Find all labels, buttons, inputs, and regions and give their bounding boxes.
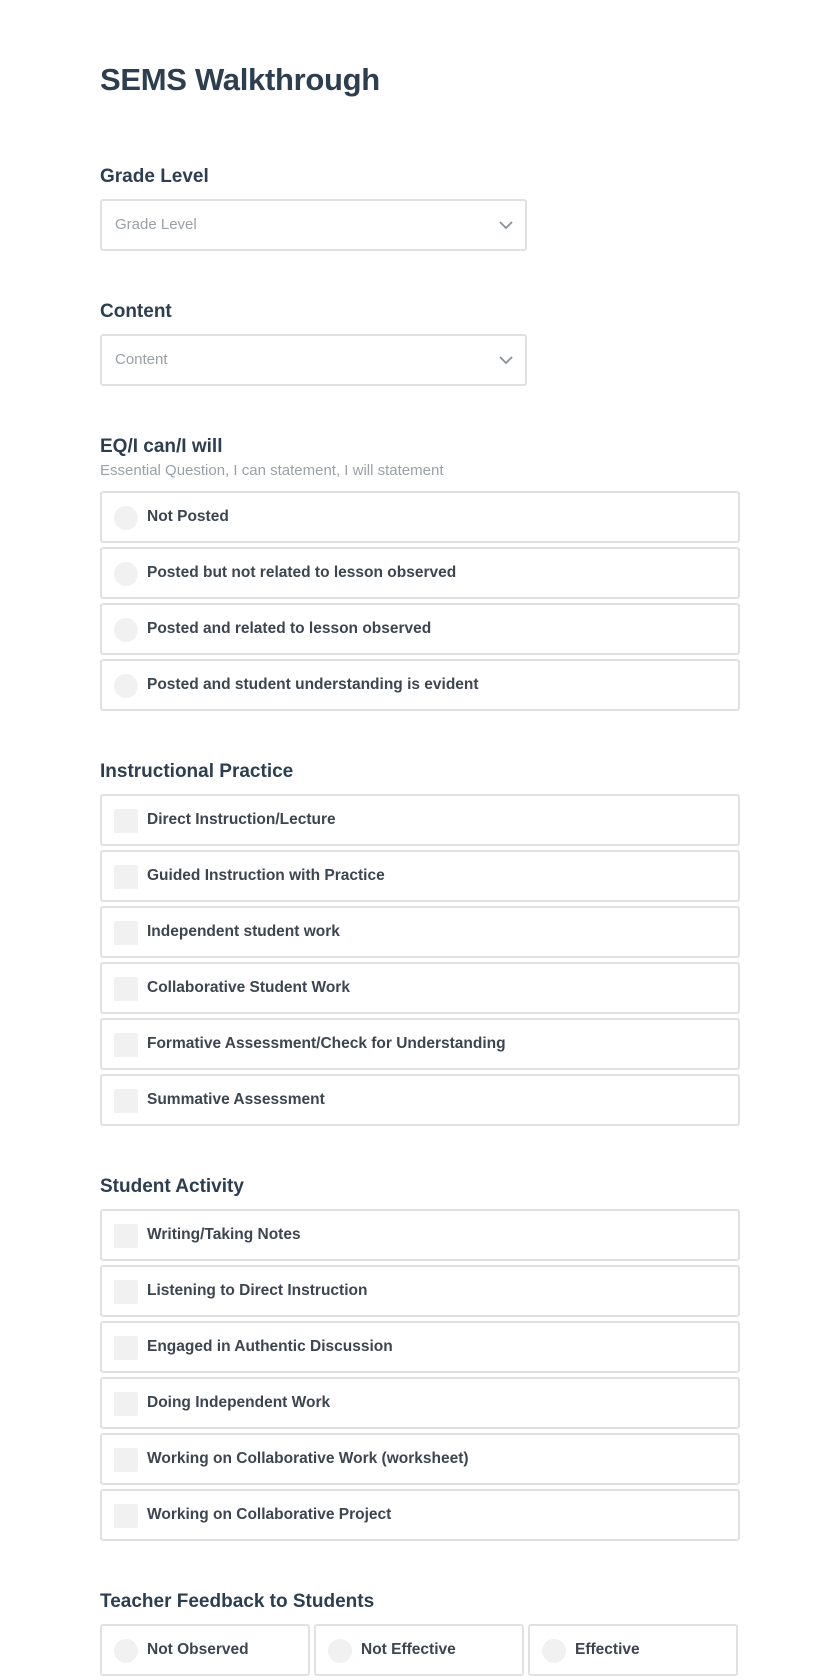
option-label: Formative Assessment/Check for Understanding — [147, 1035, 506, 1052]
practice-option-formative-assessment[interactable] — [100, 1018, 740, 1070]
feedback-option-not-observed[interactable] — [100, 1624, 310, 1676]
eq-option-posted-related[interactable] — [100, 603, 740, 655]
checkbox[interactable] — [114, 809, 138, 833]
practice-option-independent-work[interactable] — [100, 906, 740, 958]
eq-option-understanding-evident[interactable] — [100, 659, 740, 711]
activity-option-listening[interactable] — [100, 1265, 740, 1317]
checkbox[interactable] — [114, 1089, 138, 1113]
activity-option-collaborative-project[interactable] — [100, 1489, 740, 1541]
option-label: Posted and related to lesson observed — [147, 620, 432, 637]
practice-option-guided-instruction[interactable] — [100, 850, 740, 902]
radio-button[interactable] — [114, 674, 138, 698]
option-label: Collaborative Student Work — [147, 979, 350, 996]
option-label: Not Observed — [147, 1641, 249, 1658]
option-label: Not Effective — [361, 1641, 456, 1658]
checkbox[interactable] — [114, 865, 138, 889]
activity-option-collaborative-worksheet[interactable] — [100, 1433, 740, 1485]
checkbox[interactable] — [114, 1033, 138, 1057]
option-label: Independent student work — [147, 923, 340, 940]
checkbox[interactable] — [114, 977, 138, 1001]
option-label: Doing Independent Work — [147, 1394, 331, 1411]
radio-button[interactable] — [328, 1639, 352, 1663]
checkbox[interactable] — [114, 1224, 138, 1248]
checkbox[interactable] — [114, 1336, 138, 1360]
radio-button[interactable] — [114, 562, 138, 586]
checkbox[interactable] — [114, 1448, 138, 1472]
option-label: Engaged in Authentic Discussion — [147, 1338, 393, 1355]
instructional-practice-label: Instructional Practice — [100, 761, 294, 782]
option-label: Listening to Direct Instruction — [147, 1282, 368, 1299]
option-label: Summative Assessment — [147, 1091, 325, 1108]
eq-option-posted-not-related[interactable] — [100, 547, 740, 599]
feedback-option-effective[interactable] — [528, 1624, 738, 1676]
chevron-down-icon — [497, 216, 515, 234]
practice-option-summative-assessment[interactable] — [100, 1074, 740, 1126]
practice-option-direct-instruction[interactable] — [100, 794, 740, 846]
student-activity-label: Student Activity — [100, 1176, 244, 1197]
chevron-down-icon — [497, 351, 515, 369]
option-label: Effective — [575, 1641, 640, 1658]
content-select[interactable] — [100, 334, 527, 386]
option-label: Writing/Taking Notes — [147, 1226, 301, 1243]
activity-option-taking-notes[interactable] — [100, 1209, 740, 1261]
practice-option-collaborative-work[interactable] — [100, 962, 740, 1014]
radio-button[interactable] — [114, 506, 138, 530]
radio-button[interactable] — [542, 1639, 566, 1663]
checkbox[interactable] — [114, 1392, 138, 1416]
radio-button[interactable] — [114, 618, 138, 642]
grade-level-placeholder: Grade Level — [115, 216, 197, 233]
content-label: Content — [100, 301, 172, 322]
option-label: Working on Collaborative Work (worksheet) — [147, 1450, 469, 1467]
activity-option-authentic-discussion[interactable] — [100, 1321, 740, 1373]
radio-button[interactable] — [114, 1639, 138, 1663]
feedback-option-not-effective[interactable] — [314, 1624, 524, 1676]
grade-level-select[interactable] — [100, 199, 527, 251]
activity-option-independent-work[interactable] — [100, 1377, 740, 1429]
eq-label: EQ/I can/I will — [100, 436, 223, 457]
eq-option-not-posted[interactable] — [100, 491, 740, 543]
content-placeholder: Content — [115, 351, 168, 368]
option-label: Not Posted — [147, 508, 229, 525]
option-label: Posted but not related to lesson observed — [147, 564, 457, 581]
option-label: Direct Instruction/Lecture — [147, 811, 336, 828]
checkbox[interactable] — [114, 1504, 138, 1528]
option-label: Working on Collaborative Project — [147, 1506, 392, 1523]
option-label: Posted and student understanding is evident — [147, 676, 479, 693]
checkbox[interactable] — [114, 1280, 138, 1304]
eq-help-text: Essential Question, I can statement, I will statement — [100, 462, 444, 479]
page-title: SEMS Walkthrough — [100, 62, 380, 97]
option-label: Guided Instruction with Practice — [147, 867, 385, 884]
grade-level-label: Grade Level — [100, 166, 209, 187]
teacher-feedback-label: Teacher Feedback to Students — [100, 1591, 375, 1612]
checkbox[interactable] — [114, 921, 138, 945]
